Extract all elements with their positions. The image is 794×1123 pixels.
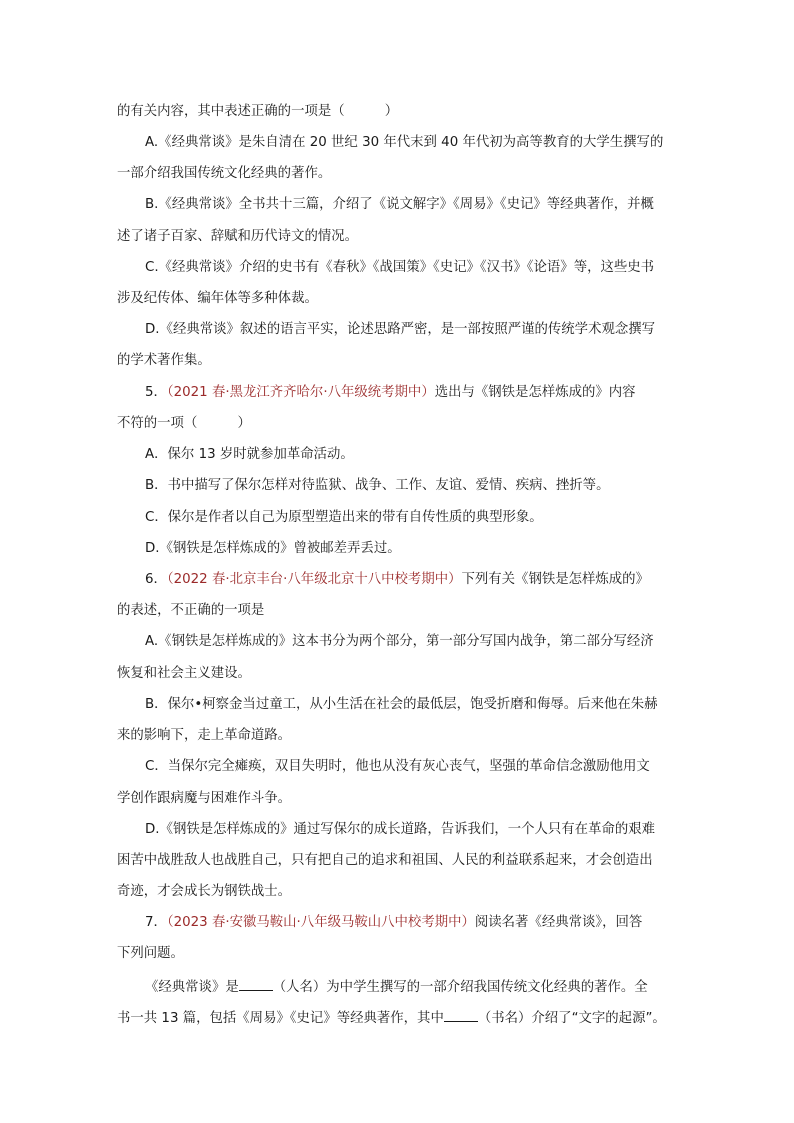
q6-source: （2022 春·北京丰台·八年级北京十八中校考期中） [166, 572, 462, 587]
q5-option-b: B．书中描写了保尔怎样对待监狱、战争、工作、友谊、爱情、疾病、挫折等。 [145, 478, 610, 493]
q6-option-d-cont: 困苦中战胜敌人也战胜自己，只有把自己的追求和祖国、人民的利益联系起来，才会创造出 [117, 853, 653, 868]
q5-stem-cont: 不符的一项（ ） [117, 416, 251, 431]
q5-source: （2021 春·黑龙江齐齐哈尔·八年级统考期中） [166, 385, 435, 400]
q7-source: （2023 春·安徽马鞍山·八年级马鞍山八中校考期中） [166, 915, 475, 930]
q7-stem-cont: 下列问题。 [117, 946, 184, 961]
q6-option-a-cont: 恢复和社会主义建设。 [117, 666, 251, 681]
q4-option-a: A.《经典常谈》是朱自清在 20 世纪 30 年代末到 40 年代初为高等教育的大学生撰写的 [145, 135, 664, 150]
q4-option-c-cont: 涉及纪传体、编年体等多种体裁。 [117, 291, 318, 306]
q6-option-d: D.《钢铁是怎样炼成的》通过写保尔的成长道路，告诉我们，一个人只有在革命的艰难 [145, 822, 656, 837]
q7-text-1b: （人名）为中学生撰写的一部介绍我国传统文化经典的著作。全 [272, 980, 648, 995]
q4-option-b-cont: 述了诸子百家、辞赋和历代诗文的情况。 [117, 229, 359, 244]
q5-stem-text: 选出与《钢铁是怎样炼成的》内容 [434, 385, 636, 400]
q5-number: 5． [145, 385, 167, 400]
book-title-blank[interactable] [444, 1009, 478, 1022]
q6-option-c: C．当保尔完全瘫痪，双目失明时，他也从没有灰心丧气，坚强的革命信念激励他用文 [145, 759, 650, 774]
q6-option-c-cont: 学创作跟病魔与困难作斗争。 [117, 791, 292, 806]
q7-text-2b: （书名）介绍了“文字的起源”。 [477, 1011, 666, 1026]
q7-paragraph-line2 [117, 1009, 666, 1027]
q7-text-2a: 书一共 13 篇，包括《周易》《史记》等经典著作，其中 [117, 1011, 444, 1026]
q4-option-a-cont: 一部介绍我国传统文化经典的著作。 [117, 166, 332, 181]
q6-number: 6． [145, 572, 167, 587]
q4-option-d: D.《经典常谈》叙述的语言平实，论述思路严密，是一部按照严谨的传统学术观念撰写 [145, 322, 656, 337]
q7-text-1a: 《经典常谈》是 [145, 980, 239, 995]
q5-option-a: A．保尔 13 岁时就参加革命活动。 [145, 447, 354, 462]
q4-option-b: B.《经典常谈》全书共十三篇，介绍了《说文解字》《周易》《史记》等经典著作，并概 [145, 197, 654, 212]
q7-paragraph-line1 [145, 978, 648, 996]
q5-stem [145, 385, 636, 401]
q5-option-c: C．保尔是作者以自己为原型塑造出来的带有自传性质的典型形象。 [145, 510, 543, 525]
q6-option-b-cont: 来的影响下，走上革命道路。 [117, 728, 292, 743]
q7-stem-text: 阅读名著《经典常谈》，回答 [474, 915, 643, 930]
author-blank[interactable] [239, 978, 273, 991]
q6-stem-cont: 的表述，不正确的一项是 [117, 603, 265, 618]
q4-option-d-cont: 的学术著作集。 [117, 353, 211, 368]
q6-option-b: B．保尔•柯察金当过童工，从小生活在社会的最低层，饱受折磨和侮辱。后来他在朱赫 [145, 697, 658, 712]
q6-option-a: A.《钢铁是怎样炼成的》这本书分为两个部分，第一部分写国内战争，第二部分写经济 [145, 634, 654, 649]
q6-option-d-cont2: 奇迹，才会成长为钢铁战士。 [117, 884, 292, 899]
q6-stem-text: 下列有关《钢铁是怎样炼成的》 [461, 572, 649, 587]
q7-number: 7． [145, 915, 167, 930]
q5-option-d: D.《钢铁是怎样炼成的》曾被邮差弄丢过。 [145, 541, 401, 556]
q6-stem [145, 572, 649, 588]
q4-option-c: C.《经典常谈》介绍的史书有《春秋》《战国策》《史记》《汉书》《论语》等，这些史书 [145, 260, 655, 275]
q4-stem-tail: 的有关内容，其中表述正确的一项是（ ） [117, 104, 399, 119]
q7-stem [145, 915, 642, 931]
